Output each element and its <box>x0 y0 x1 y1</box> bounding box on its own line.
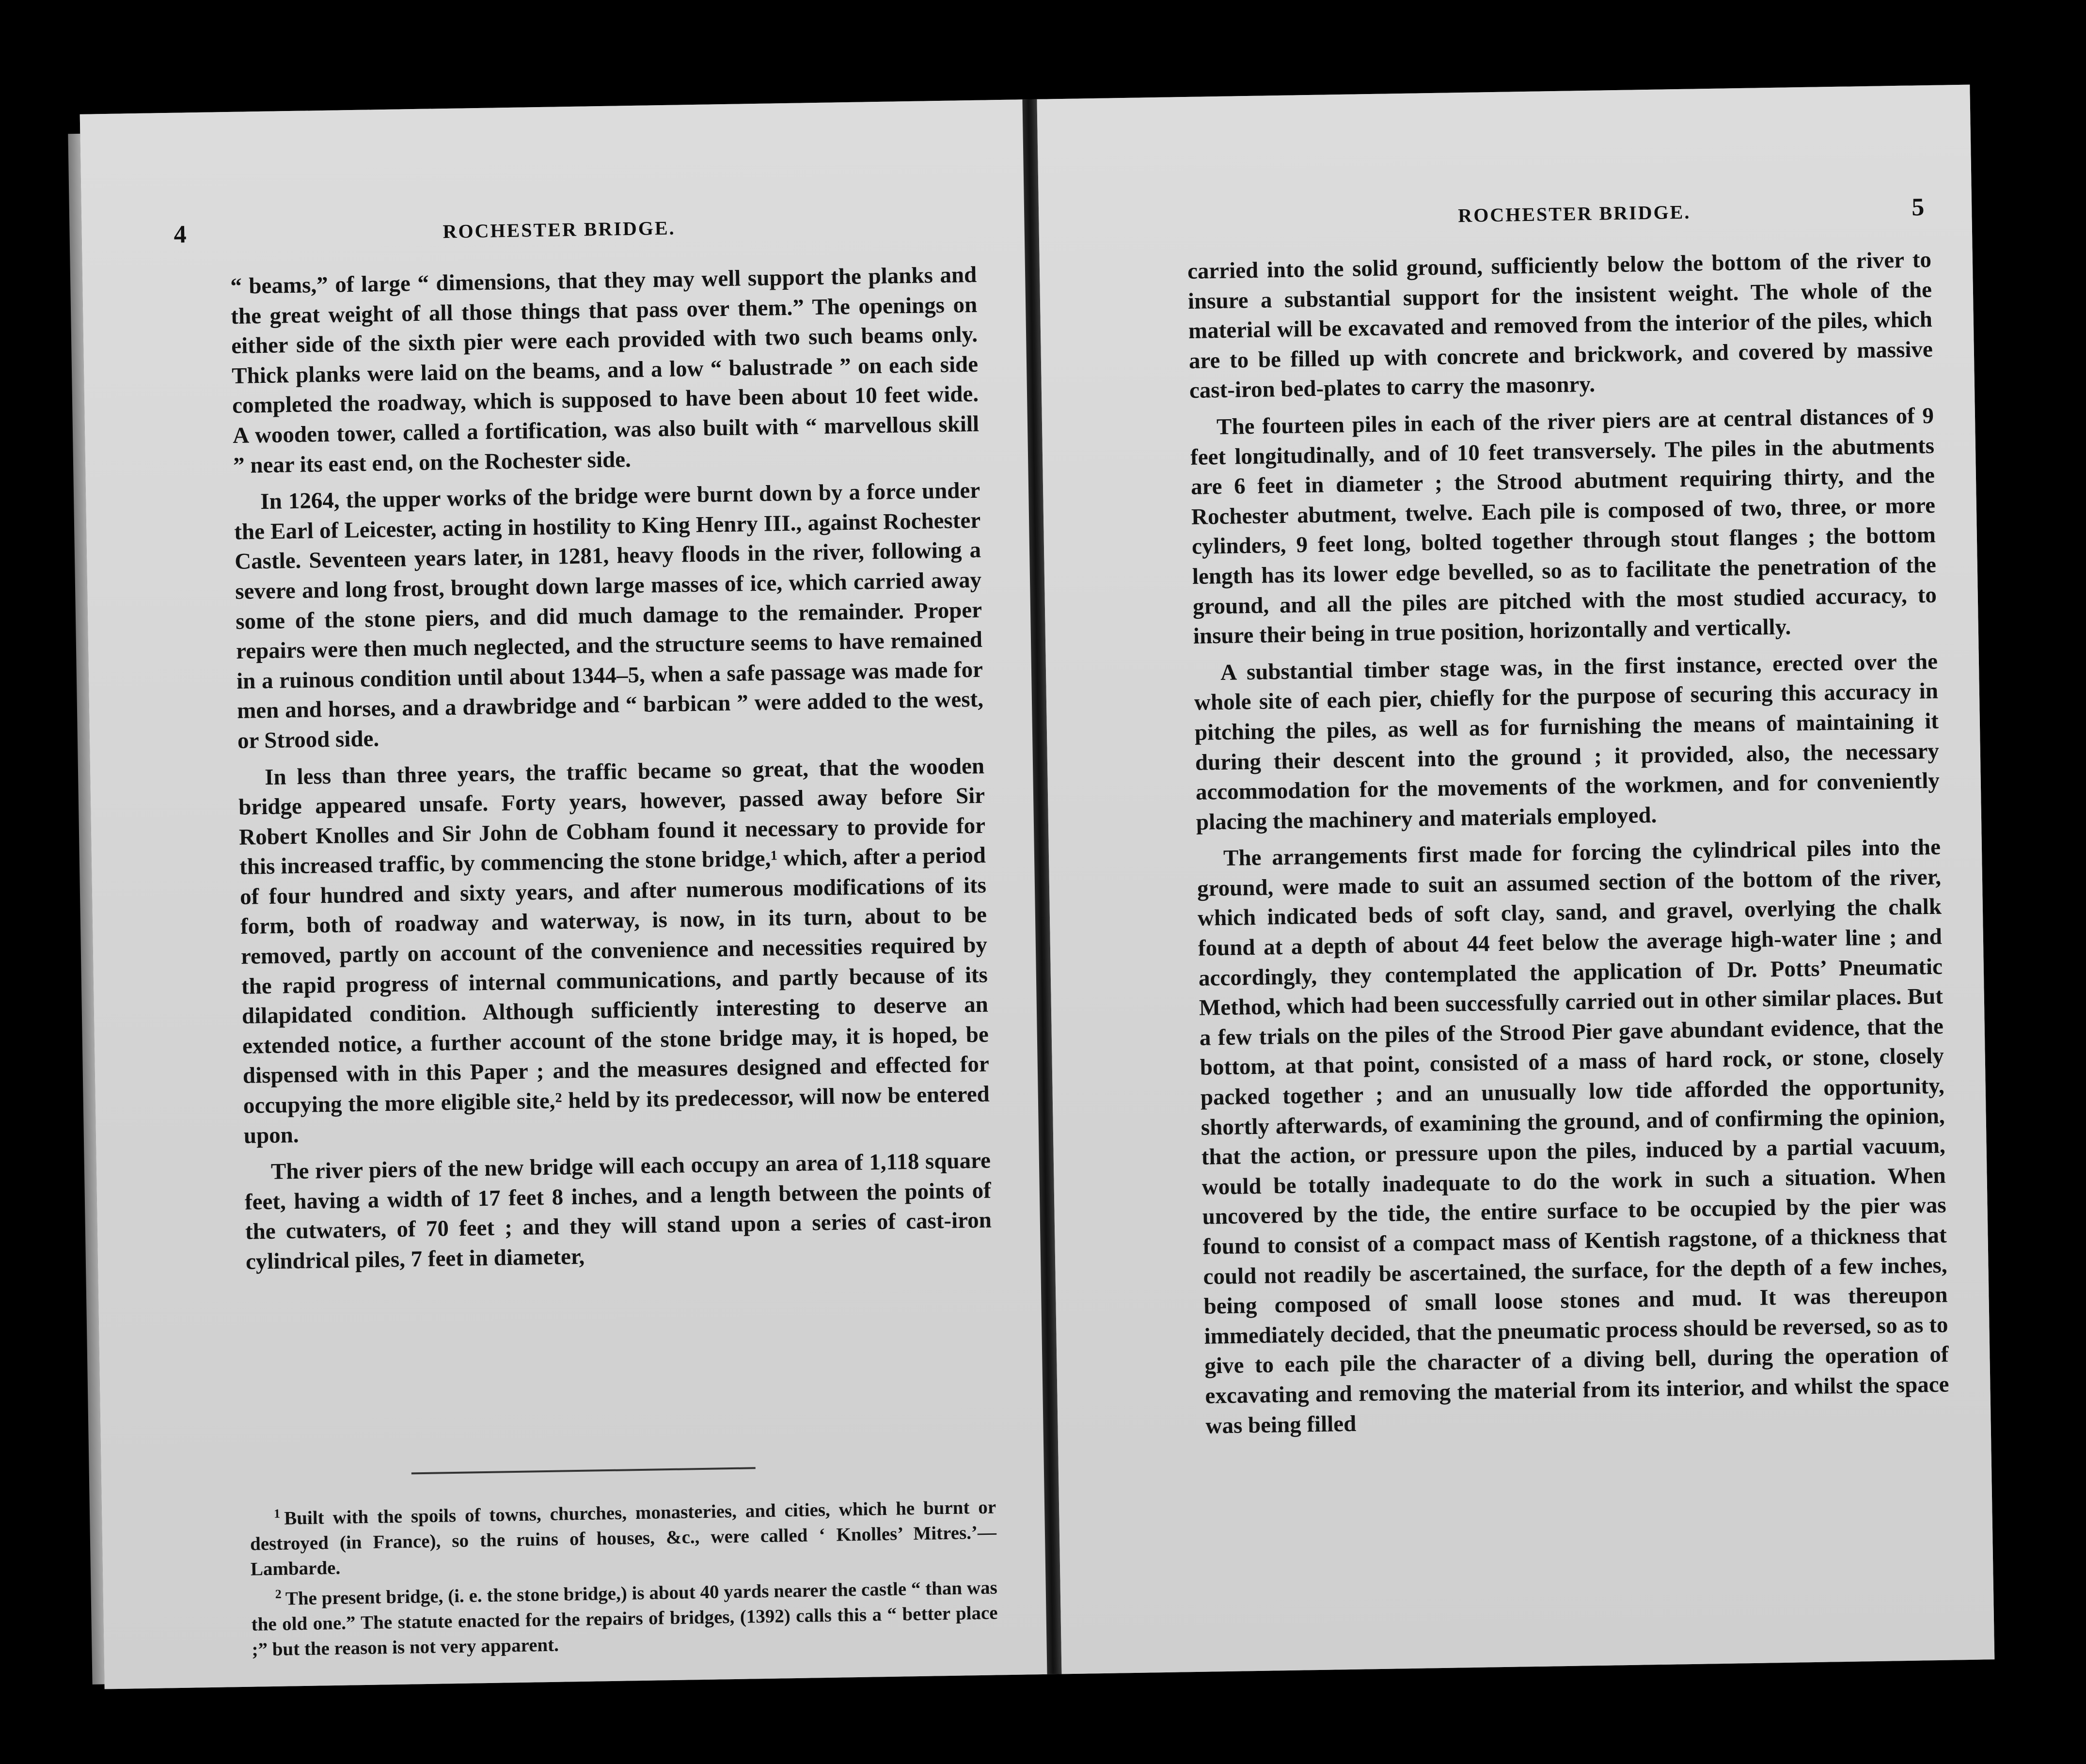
book-spread <box>80 85 1995 1689</box>
footnote <box>250 1490 997 1582</box>
footnote <box>251 1570 998 1662</box>
footnote-text: Built with the spoils of towns, churches, monasteries, and cities, which he burnt or destroyed (in France), so the ruins of houses, &c., were called ‘ Knolles’ Mitres.’—Lambarde. <box>250 1496 997 1580</box>
page-number: 5 <box>1911 193 1926 221</box>
left-page-body <box>230 260 993 1284</box>
right-page <box>1037 85 1994 1674</box>
paragraph: A substantial timber stage was, in the first instance, erected over the whole site of each pier, chiefly for the purpose of securing this accuracy in pitching the piles, as well as for furnishing the means of maintaining it during their descent into the ground ; it provided, also, the necessary accommodation for the movements of the workmen, and for conveniently placing the machinery and materials employed. <box>1194 648 1940 835</box>
page-number: 4 <box>174 220 189 249</box>
running-header <box>1223 193 1926 237</box>
paragraph: The arrangements first made for forcing the cylindrical piles into the ground, were made to suit an assumed section of the bottom of the river, which indicated beds of soft clay, sand, and gravel, overlying the chalk found at a depth of about 44 feet below the average high-water line ; and accordingly, they contemplated the application of Dr. Potts’ Pneumatic Method, which had been successfully carried out in other similar places. But a few trials on the piles of the Strood Pier gave abundant evidence, that the bottom, at that point, consisted of a mass of hard rock, or stone, closely packed together ; and an unusually low tide afforded the opportunity, shortly afterwards, of examining the ground, and of confirming the opinion, that the action, or pressure upon the piles, induced by a partial vacuum, would be totally inadequate to do the work in such a situation. When uncovered by the tide, the entire surface to be occupied by the pier was found to consist of a compact mass of Kentish ragstone, of a thickness that could not readily be ascertained, the surface, for the depth of a few inches, being composed of small loose stones and mud. It was thereupon immediately decided, that the pneumatic process should be reversed, so as to give to each pile the character of a diving bell, during the operation of excavating and removing the material from its interior, and whilst the space was being filled <box>1197 834 1949 1439</box>
paragraph: carried into the solid ground, sufficiently below the bottom of the river to insure a substantial support for the insistent weight. The whole of the material will be excavated and removed from the interior of the piles, which are to be filled up with concrete and brickwork, and covered by massive cast-iron bed-plates to carry the masonry. <box>1187 247 1933 404</box>
right-page-body <box>1187 245 1950 1448</box>
footnote-mark: 2 <box>275 1587 282 1601</box>
paragraph: In less than three years, the traffic became so great, that the wooden bridge appeared unsafe. Forty years, however, passed away before Sir Robert Knolles and Sir John de Cobham found it necessary to provide for this increased traffic, by commencing the stone bridge,¹ which, after a period of four hundred and sixty years, and after numerous modifications of its form, both of roadway and waterway, is now, in its turn, about to be removed, partly on account of the convenience and necessities required by the rapid progress of internal communications, and partly because of its dilapidated condition. Although sufficiently interesting to deserve an extended notice, a further account of the stone bridge may, it is hoped, be dispensed with in this Paper ; and the measures designed and effected for occupying the more eligible site,² held by its predecessor, will now be entered upon. <box>238 753 990 1149</box>
running-header <box>174 212 945 253</box>
left-page <box>80 99 1047 1689</box>
running-head-title: ROCHESTER BRIDGE. <box>442 217 676 243</box>
footnote-text: The present bridge, (i. e. the stone bridge,) is about 40 yards nearer the castle “ than was the old one.” The statute enacted for the repairs of bridges, (1392) calls this a “ better place ;” but the reason is not very apparent. <box>251 1577 998 1660</box>
running-head-title: ROCHESTER BRIDGE. <box>1457 201 1691 227</box>
footnote-rule <box>411 1467 756 1474</box>
footnote-mark: 1 <box>273 1506 281 1521</box>
paragraph: In 1264, the upper works of the bridge were burnt down by a force under the Earl of Leicester, acting in hostility to King Henry III., against Rochester Castle. Seventeen years later, in 1281, heavy floods in the river, following a severe and long frost, brought down large masses of ice, which carried away some of the stone piers, and did much damage to the remainder. Proper repairs were then much neglected, and the structure seems to have remained in a ruinous condition until about 1344–5, when a safe passage was made for men and horses, and a drawbridge and “ barbican ” were added to the west, or Strood side. <box>234 477 984 754</box>
paragraph: “ beams,” of large “ dimensions, that they may well support the planks and the great weight of all those things that pass over them.” The openings on either side of the sixth pier were each provided with two such beams only. Thick planks were laid on the beams, and a low “ balustrade ” on each side completed the roadway, which is supposed to have been about 10 feet wide. A wooden tower, called a fortification, was also built with “ marvellous skill ” near its east end, on the Rochester side. <box>230 262 980 478</box>
footnotes <box>250 1490 998 1662</box>
paragraph: The river piers of the new bridge will each occupy an area of 1,118 square feet, having a width of 17 feet 8 inches, and a length between the points of the cutwaters, of 70 feet ; and they will stand upon a series of cast-iron cylindrical piles, 7 feet in diameter, <box>244 1148 992 1275</box>
paragraph: The fourteen piles in each of the river piers are at central distances of 9 feet longitudinally, and of 10 feet transversely. The piles in the abutments are 6 feet in diameter ; the Strood abutment requiring thirty, and the Rochester abutment, twelve. Each pile is composed of two, three, or more cylinders, 9 feet long, bolted together through stout flanges ; the bottom length has its lower edge bevelled, so as to facilitate the penetration of the ground, and all the piles are pitched with the most studied accuracy, to insure their being in true position, horizontally and vertically. <box>1190 403 1937 649</box>
